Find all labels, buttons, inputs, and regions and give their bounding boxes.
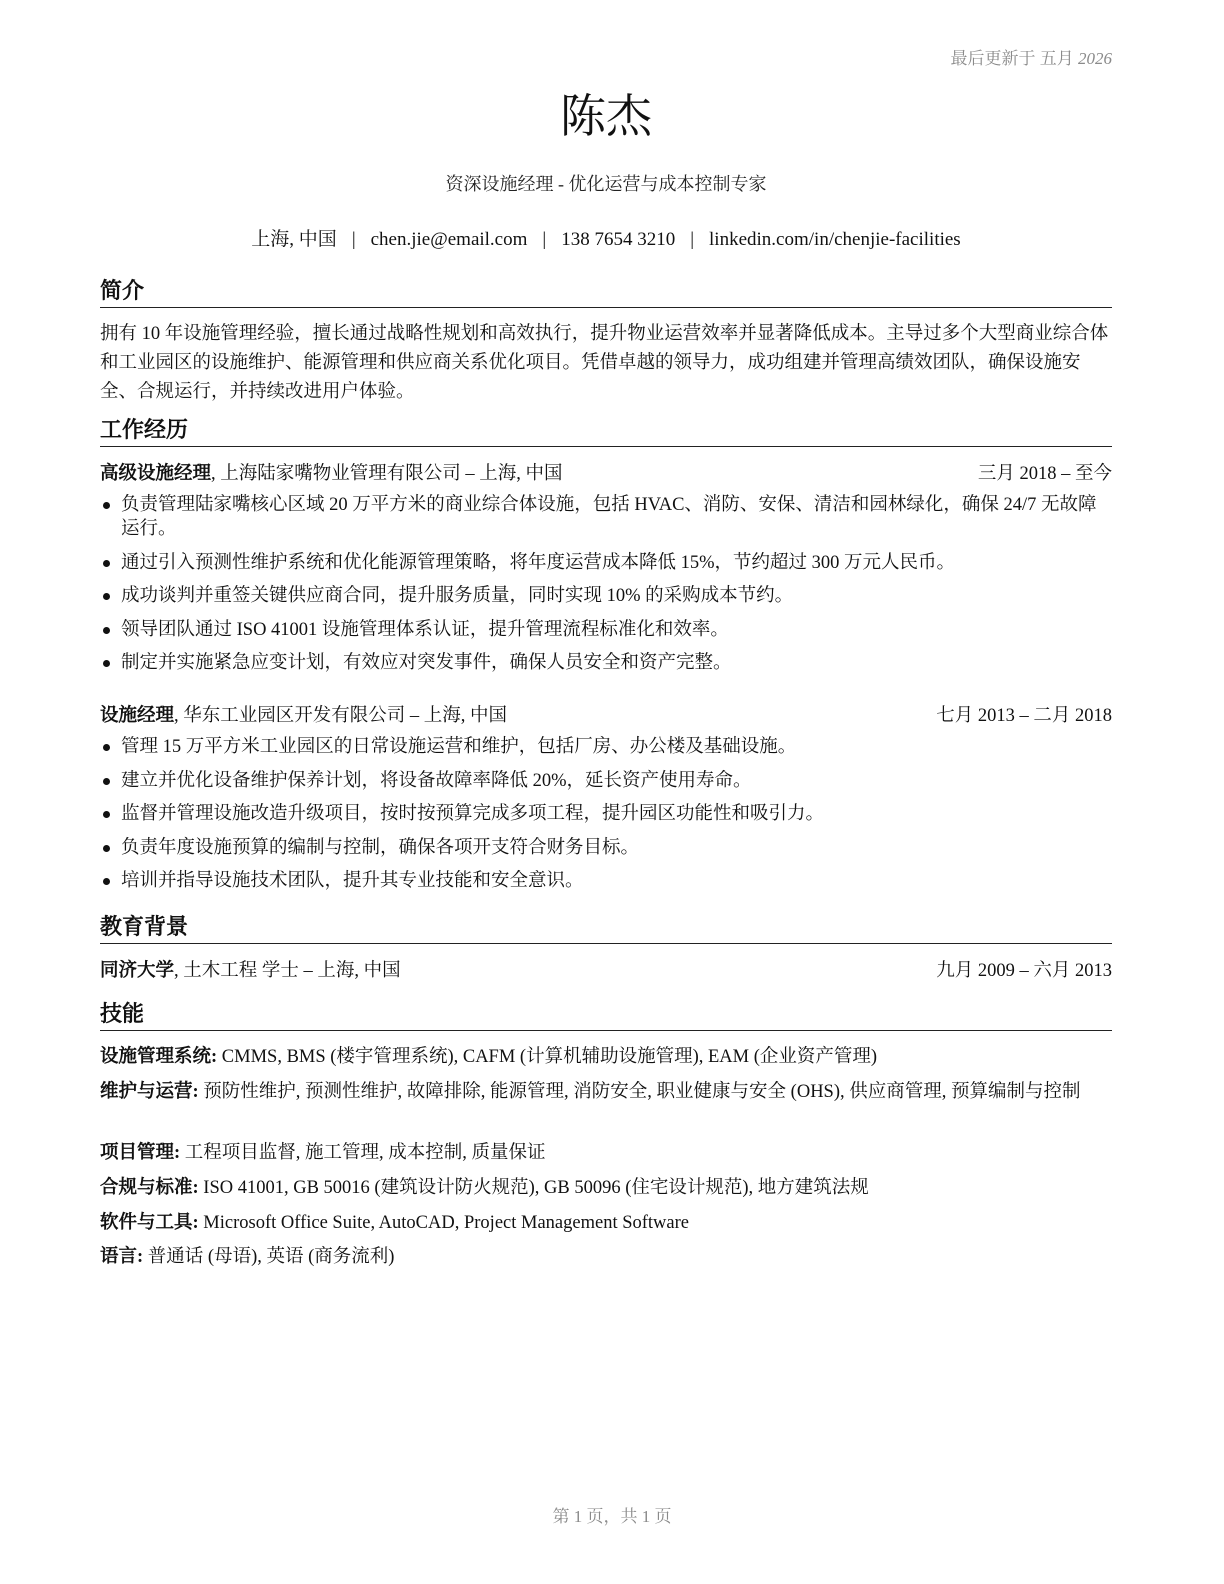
- job-bullet: [100, 618, 1112, 642]
- skill-label: 合规与标准:: [100, 1178, 199, 1198]
- job-org: , 上海陆家嘴物业管理有限公司 – 上海, 中国: [211, 464, 563, 484]
- job-bullet-text: 领导团队通过 ISO 41001 设施管理体系认证，提升管理流程标准化和效率。: [121, 619, 729, 640]
- bullet-dot: [103, 744, 110, 751]
- education-detail: , 土木工程 学士 – 上海, 中国: [174, 961, 401, 981]
- job-header: [100, 704, 1112, 728]
- contact-separator: |: [542, 229, 547, 250]
- job-bullet: [100, 769, 1112, 793]
- job-bullets: [100, 493, 1112, 685]
- bullet-dot: [103, 660, 110, 667]
- job-bullet-text: 负责年度设施预算的编制与控制，确保各项开支符合财务目标。: [121, 837, 640, 858]
- job-bullet-text: 制定并实施紧急应变计划，有效应对突发事件，确保人员安全和资产完整。: [121, 653, 732, 673]
- job-bullet: [100, 802, 1112, 826]
- skill-value: 工程项目监督, 施工管理, 成本控制, 质量保证: [180, 1143, 546, 1163]
- job-bullet: [100, 735, 1112, 759]
- job-bullet: [100, 836, 1112, 860]
- section-title-education: 教育背景: [100, 912, 1112, 944]
- skill-row: [100, 1141, 1112, 1165]
- skill-label: 项目管理:: [100, 1143, 181, 1163]
- bullet-dot: [103, 560, 110, 567]
- bullet-dot: [103, 811, 110, 818]
- job-dates: 三月 2018 – 至今: [977, 464, 1112, 484]
- job-role: 设施经理: [100, 706, 175, 726]
- job-bullet: [100, 869, 1112, 893]
- skill-value: CMMS, BMS (楼宇管理系统), CAFM (计算机辅助设施管理), EAM (企业资产管理): [217, 1047, 878, 1067]
- job-bullet: [100, 584, 1112, 608]
- skill-row: [100, 1045, 1112, 1069]
- last-updated-year: 2026: [1078, 49, 1112, 68]
- job-bullet-text: 监督并管理设施改造升级项目，按时按预算完成多项工程，提升园区功能性和吸引力。: [121, 804, 825, 824]
- candidate-name: 陈杰: [560, 91, 652, 142]
- skill-label: 设施管理系统:: [100, 1047, 218, 1067]
- contact-location: 上海, 中国: [251, 229, 337, 250]
- contact-separator: |: [690, 229, 695, 250]
- job-dates: 七月 2013 – 二月 2018: [936, 706, 1112, 726]
- bullet-dot: [103, 845, 110, 852]
- contact-line: [100, 224, 1112, 251]
- skill-row: [100, 1245, 1112, 1269]
- job-bullet-text: 管理 15 万平方米工业园区的日常设施运营和维护，包括厂房、办公楼及基础设施。: [121, 737, 797, 757]
- section-title-skills: 技能: [100, 999, 1112, 1031]
- summary-text: 拥有 10 年设施管理经验，擅长通过战略性规划和高效执行，提升物业运营效率并显著降低成本。主导过多个大型商业综合体和工业园区的设施维护、能源管理和供应商关系优化项目。凭借卓越的领导力，成功组建并管理高绩效团队，确保设施安全、合规运行，并持续改进用户体验。: [100, 324, 1109, 402]
- section-title-summary: 简介: [100, 276, 1112, 308]
- last-updated-label: 最后更新于 五月: [950, 49, 1074, 68]
- skill-row: [100, 1211, 1112, 1235]
- education-entry: [100, 959, 1112, 983]
- job-org: , 华东工业园区开发有限公司 – 上海, 中国: [174, 706, 508, 726]
- contact-linkedin[interactable]: linkedin.com/in/chenjie-facilities: [709, 229, 961, 250]
- skill-label: 维护与运营:: [100, 1082, 199, 1102]
- skill-value: 普通话 (母语), 英语 (商务流利): [143, 1247, 395, 1267]
- job-bullet-text: 负责管理陆家嘴核心区域 20 万平方米的商业综合体设施，包括 HVAC、消防、安保、清洁和园林绿化，确保 24/7 无故障运行。: [121, 495, 1097, 539]
- job-header: [100, 462, 1112, 486]
- education-school: 同济大学: [100, 961, 175, 981]
- skill-value: ISO 41001, GB 50016 (建筑设计防火规范), GB 50096 (住宅设计规范), 地方建筑法规: [198, 1178, 869, 1198]
- last-updated: [951, 44, 1113, 69]
- bullet-dot: [103, 593, 110, 600]
- section-title-experience: 工作经历: [100, 415, 1112, 447]
- job-bullet: [100, 551, 1112, 575]
- education-dates: 九月 2009 – 六月 2013: [936, 961, 1112, 981]
- job-bullet-text: 通过引入预测性维护系统和优化能源管理策略，将年度运营成本降低 15%，节约超过 300 万元人民币。: [121, 552, 956, 573]
- job-bullet-text: 建立并优化设备维护保养计划，将设备故障率降低 20%，延长资产使用寿命。: [121, 770, 752, 791]
- contact-phone: 138 7654 3210: [561, 229, 676, 250]
- skill-value: 预防性维护, 预测性维护, 故障排除, 能源管理, 消防安全, 职业健康与安全 (OHS), 供应商管理, 预算编制与控制: [198, 1082, 1081, 1102]
- candidate-tagline: 资深设施经理 - 优化运营与成本控制专家: [445, 174, 767, 194]
- skill-row: [100, 1176, 1112, 1200]
- job-bullet-text: 成功谈判并重签关键供应商合同，提升服务质量，同时实现 10% 的采购成本节约。: [121, 586, 794, 606]
- contact-separator: |: [351, 229, 356, 250]
- page-number: 第 1 页，共 1 页: [552, 1507, 672, 1526]
- bullet-dot: [103, 778, 110, 785]
- skill-label: 语言:: [100, 1247, 144, 1267]
- job-role: 高级设施经理: [100, 464, 212, 484]
- bullet-dot: [103, 502, 110, 509]
- bullet-dot: [103, 878, 110, 885]
- contact-email[interactable]: chen.jie@email.com: [370, 229, 528, 250]
- skill-value: Microsoft Office Suite, AutoCAD, Project Management Software: [198, 1213, 689, 1233]
- job-bullet: [100, 651, 1112, 675]
- job-bullet: [100, 493, 1112, 541]
- job-bullet-text: 培训并指导设施技术团队，提升其专业技能和安全意识。: [121, 871, 584, 891]
- skill-label: 软件与工具:: [100, 1213, 199, 1233]
- bullet-dot: [103, 627, 110, 634]
- skill-row: [100, 1080, 1112, 1104]
- job-bullets: [100, 735, 1112, 903]
